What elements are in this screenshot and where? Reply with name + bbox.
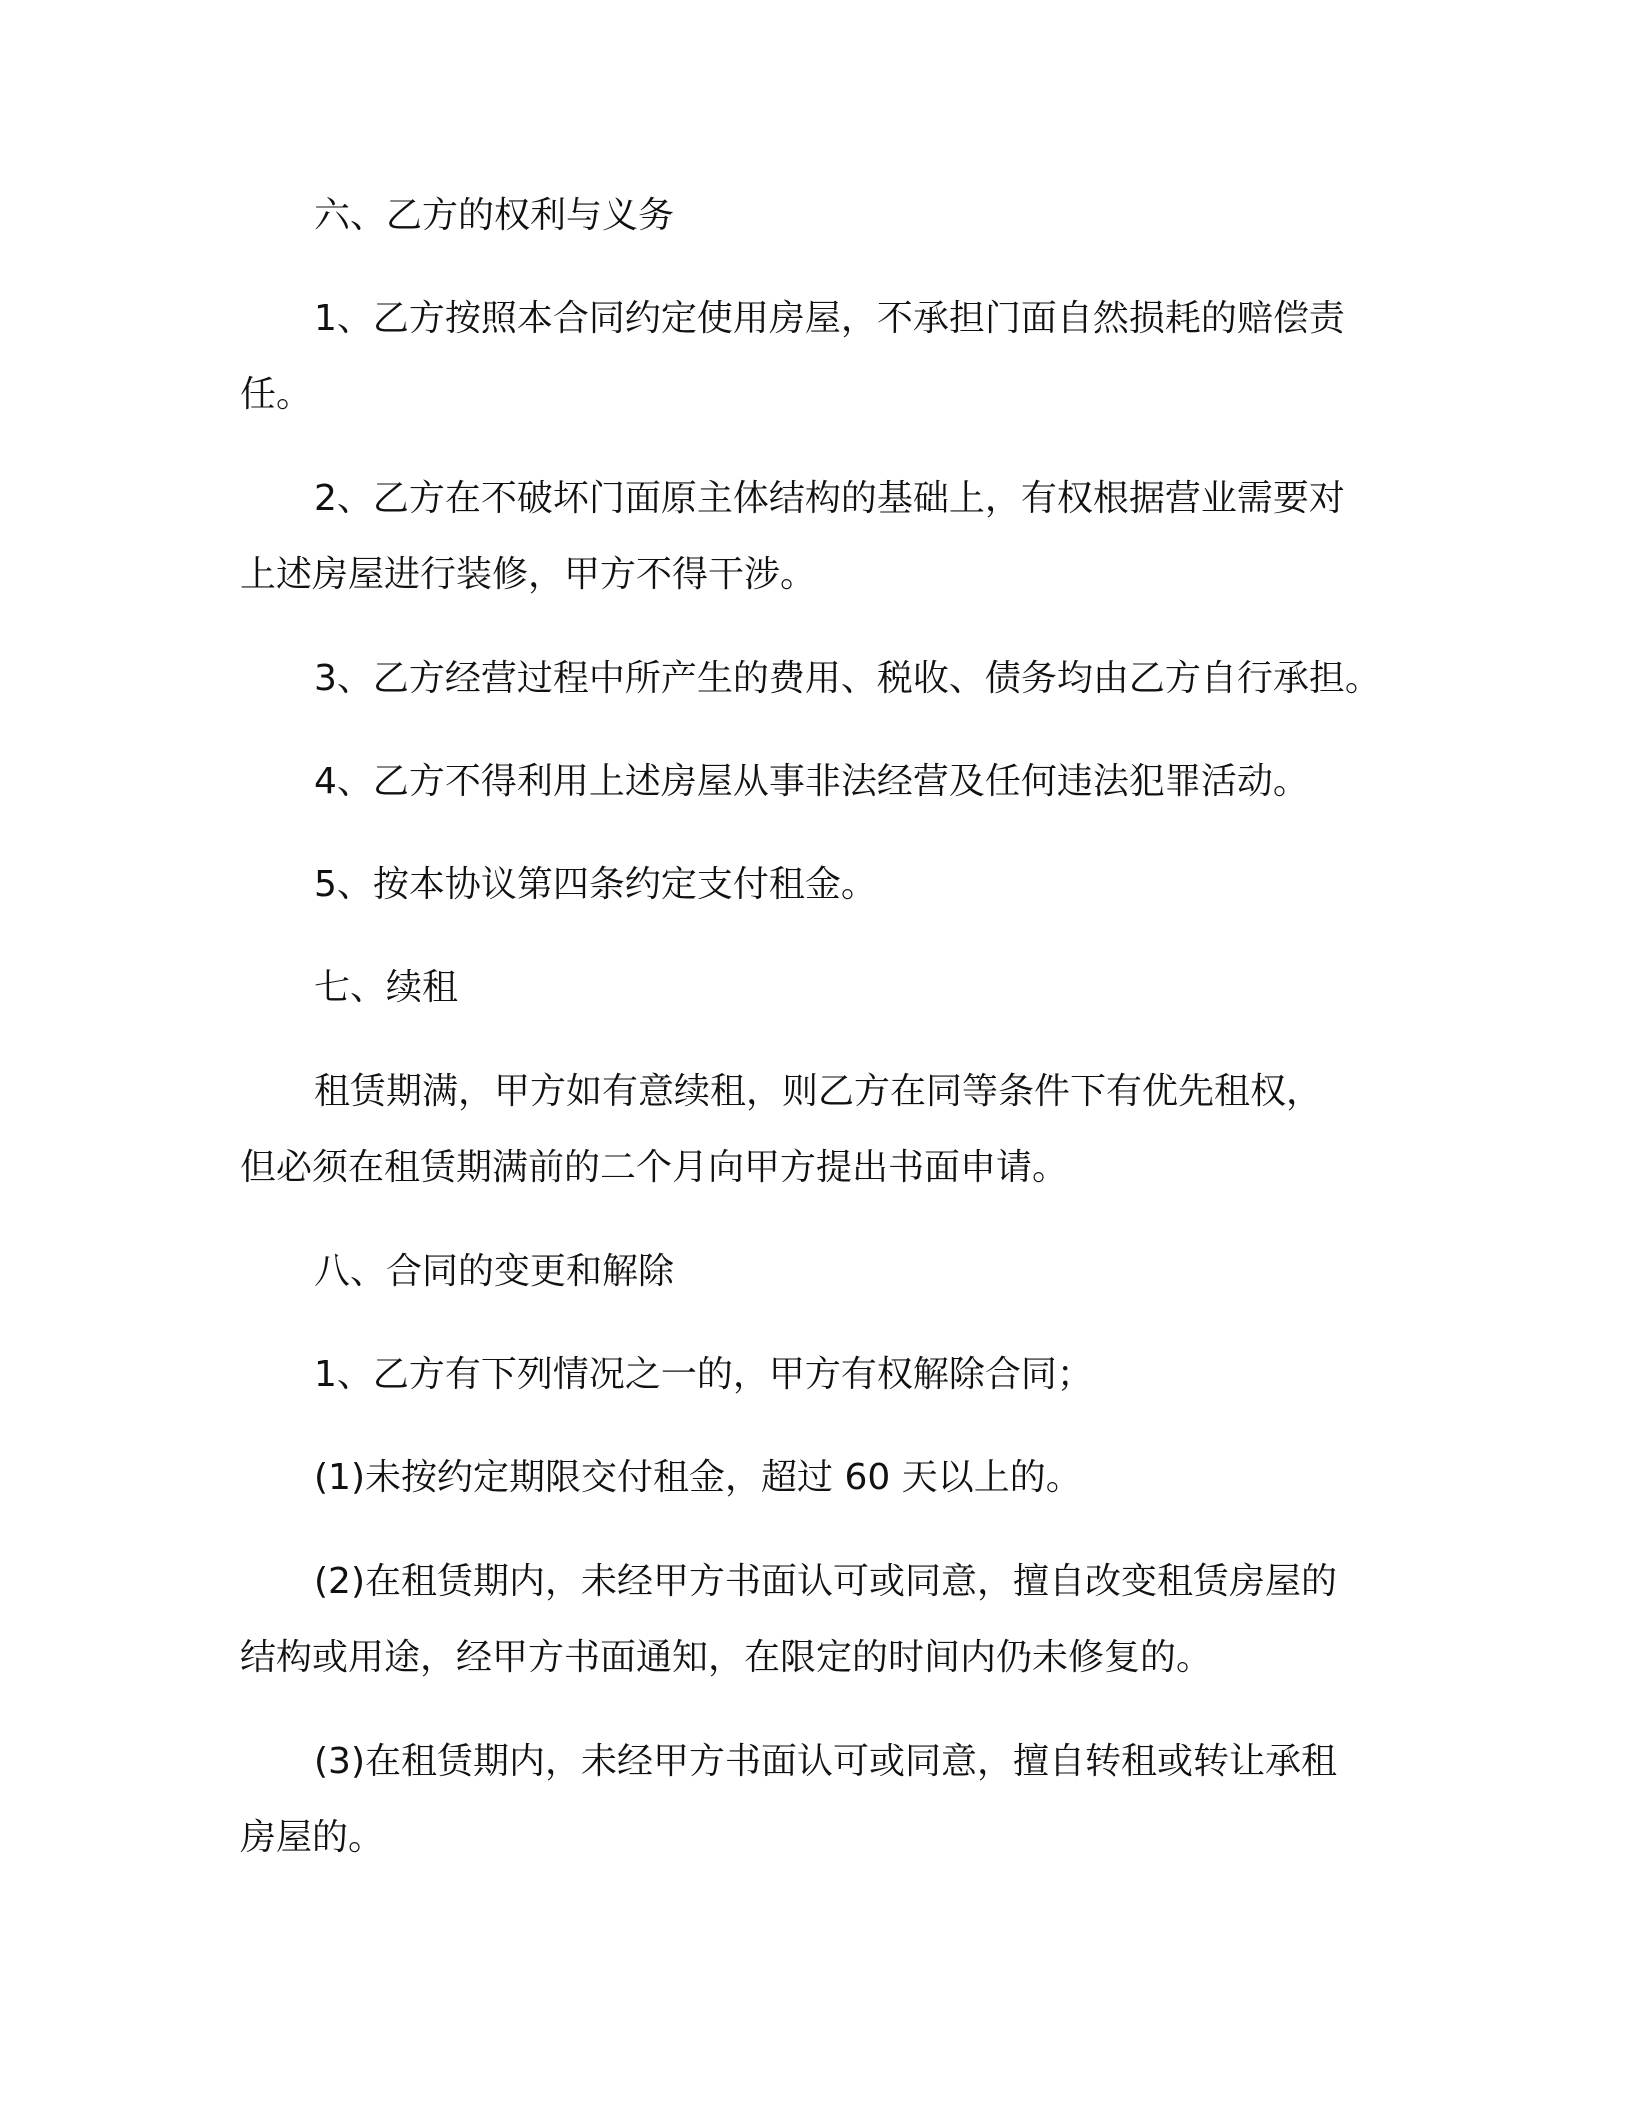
paragraph-line: (3)在租赁期内，未经甲方书面认可或同意，擅自转租或转让承租 bbox=[314, 1741, 1337, 1782]
paragraph-line: 任。 bbox=[240, 374, 313, 415]
paragraph-line: 1、乙方按照本合同约定使用房屋，不承担门面自然损耗的赔偿责 bbox=[314, 298, 1345, 339]
paragraph-line: (2)在租赁期内，未经甲方书面认可或同意，擅自改变租赁房屋的 bbox=[314, 1561, 1337, 1602]
paragraph-line: 1、乙方有下列情况之一的，甲方有权解除合同； bbox=[314, 1354, 1093, 1395]
paragraph-line: 房屋的。 bbox=[240, 1817, 385, 1858]
section-heading-6: 六、乙方的权利与义务 bbox=[314, 195, 675, 236]
paragraph-line: (1)未按约定期限交付租金，超过 60 天以上的。 bbox=[314, 1457, 1082, 1498]
section-heading-8: 八、合同的变更和解除 bbox=[314, 1251, 675, 1292]
paragraph-line: 结构或用途，经甲方书面通知，在限定的时间内仍未修复的。 bbox=[240, 1637, 1213, 1678]
paragraph-line: 5、按本协议第四条约定支付租金。 bbox=[314, 864, 877, 905]
paragraph-line: 2、乙方在不破坏门面原主体结构的基础上，有权根据营业需要对 bbox=[314, 478, 1345, 519]
paragraph-line: 但必须在租赁期满前的二个月向甲方提出书面申请。 bbox=[240, 1147, 1069, 1188]
paragraph-line: 上述房屋进行装修，甲方不得干涉。 bbox=[240, 554, 817, 595]
section-heading-7: 七、续租 bbox=[314, 967, 459, 1008]
paragraph-line: 3、乙方经营过程中所产生的费用、税收、债务均由乙方自行承担。 bbox=[314, 658, 1381, 699]
paragraph-line: 4、乙方不得利用上述房屋从事非法经营及任何违法犯罪活动。 bbox=[314, 761, 1309, 802]
paragraph-line: 租赁期满，甲方如有意续租，则乙方在同等条件下有优先租权， bbox=[314, 1071, 1323, 1112]
